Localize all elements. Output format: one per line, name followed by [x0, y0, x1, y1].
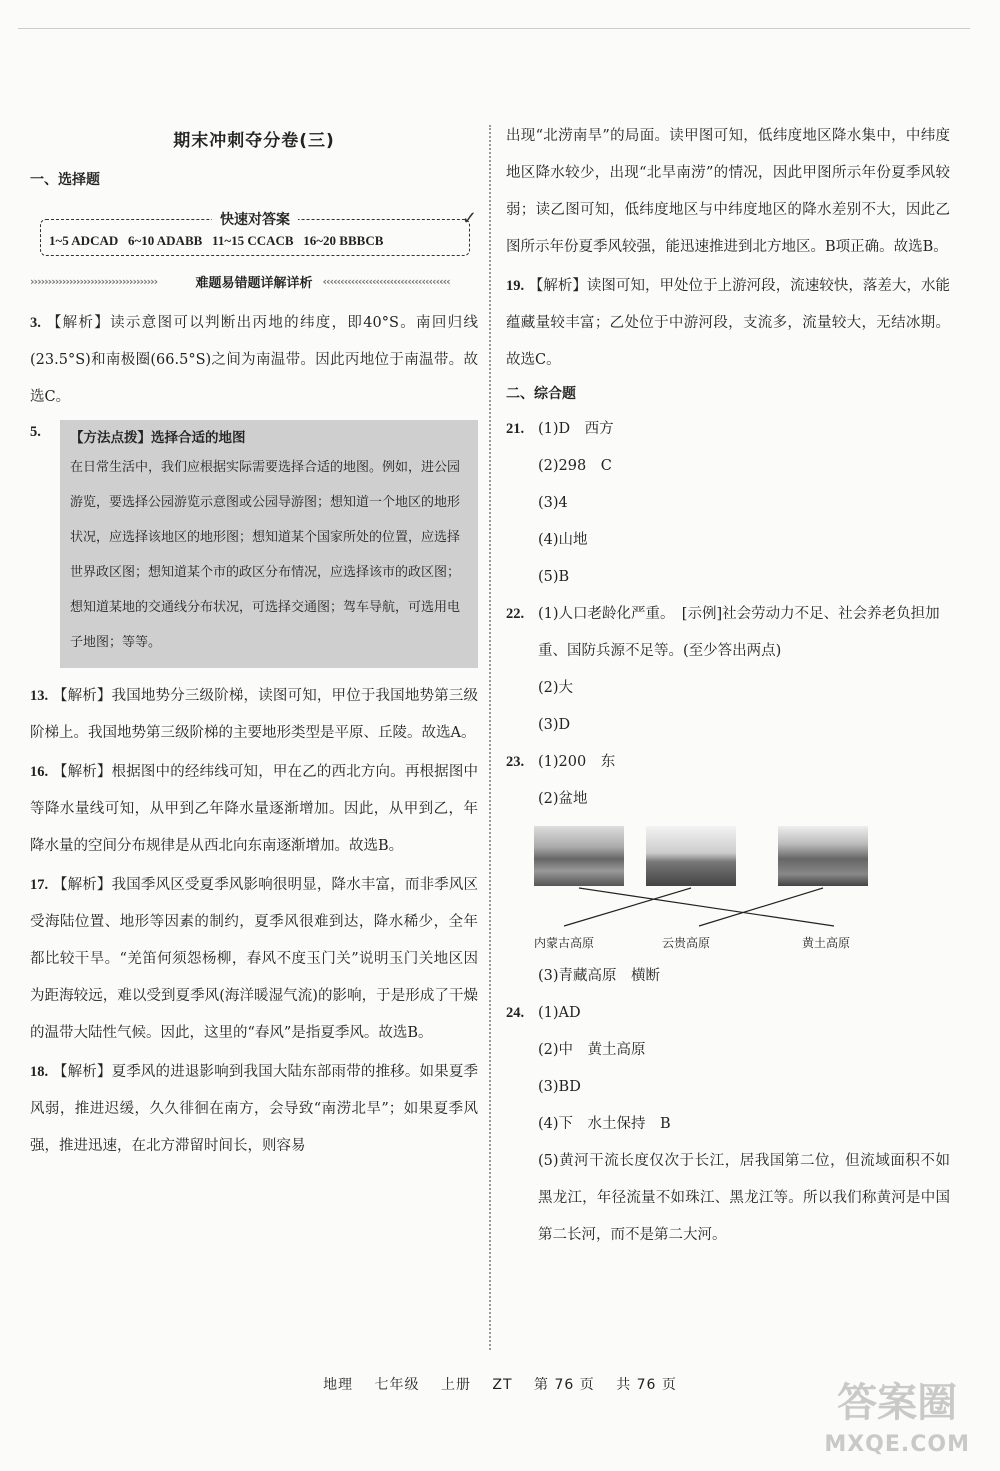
answer-line: (2)298 C — [538, 458, 612, 474]
analysis-continuation: 出现“北涝南旱”的局面。读甲图可知，低纬度地区降水集中，中纬度地区降水较少，出现“北旱南涝”的情况，因此甲图所示年份夏季风较弱；读乙图可知，低纬度地区与中纬度地区的降水差别不大，因此乙图所示年份夏季风较强，能迅速推进到北方地区。B项正确。故选B。 — [506, 128, 950, 255]
landscape-photo — [778, 826, 868, 886]
chevron-deco-left: ›››››››››››››››››››››››››››››››››››› — [30, 275, 158, 288]
item-number: 18. — [30, 1064, 49, 1080]
plateau-label: 内蒙古高原 — [534, 936, 595, 950]
answer-line: (4)山地 — [538, 532, 588, 548]
analysis-item — [30, 754, 478, 865]
question-number: 21. — [506, 421, 525, 437]
question-number: 23. — [506, 754, 525, 770]
analysis-item — [30, 678, 478, 752]
match-line — [699, 888, 823, 926]
banner-text: 难题易错题详解详析 — [195, 276, 313, 291]
watermark-url: MXQE.COM — [824, 1432, 970, 1457]
quick-answer-box — [40, 208, 477, 256]
answer-line: (5)B — [538, 569, 570, 585]
item-number: 16. — [30, 764, 49, 780]
top-rule — [18, 28, 970, 29]
watermark-text: 答案圈 — [837, 1380, 958, 1426]
match-line — [579, 888, 834, 926]
matching-lines — [534, 886, 894, 931]
method-tip-heading: 【方法点拨】选择合适的地图 — [70, 430, 246, 446]
column-divider — [489, 125, 491, 1350]
method-tip-body: 在日常生活中，我们应根据实际需要选择合适的地图。例如，进公园游览，要选择公园游览示意图或公园导游图；想知道一个地区的地形状况，应选择该地区的地形图；想知道某个国家所处的位置，应选择世界政区图；想知道某个市的政区分布情况，应选择该市的政区图；想知道某地的交通线分布状况，可选择交通图；驾车导航，可选用电子地图；等等。 — [70, 460, 461, 650]
answer-line: (3)BD — [538, 1079, 581, 1095]
item-text: 【解析】读图可知，甲处位于上游河段，流速较快，落差大，水能蕴藏量较丰富；乙处位于中游河段，支流多，流量较大，无结冰期。故选C。 — [506, 278, 951, 368]
landscape-photo — [534, 826, 624, 886]
item-text: 【解析】读示意图可以判断出丙地的纬度，即40°S。南回归线(23.5°S)和南极圈(66.5°S)之间为南温带。因此丙地位于南温带。故选C。 — [30, 315, 478, 405]
item-text: 【解析】根据图中的经纬线可知，甲在乙的西北方向。再根据图中等降水量线可知，从甲到乙年降水量逐渐增加。因此，从甲到乙，年降水量的空间分布规律是从西北向东南逐渐增加。故选B。 — [30, 764, 479, 854]
answer-24 — [506, 995, 950, 1254]
item-number: 13. — [30, 688, 49, 704]
answer-line: (2)大 — [538, 680, 574, 696]
analysis-item — [30, 1054, 478, 1165]
chevron-deco-right: ‹‹‹‹‹‹‹‹‹‹‹‹‹‹‹‹‹‹‹‹‹‹‹‹‹‹‹‹‹‹‹‹‹‹‹‹ — [322, 275, 450, 288]
answer-line: (1)D 西方 — [538, 421, 614, 437]
answer-22 — [506, 596, 950, 744]
plateau-label: 云贵高原 — [662, 936, 711, 950]
match-line — [564, 888, 691, 926]
footer-total-pages: 共 76 页 — [616, 1377, 677, 1393]
footer-volume: 上册 — [440, 1377, 471, 1393]
landscape-photo — [646, 826, 736, 886]
answer-line: (3)D — [538, 717, 571, 733]
plateau-matching-figure — [534, 826, 950, 956]
right-column — [506, 118, 950, 1254]
answer-line: (1)人口老龄化严重。 [示例]社会劳动力不足、社会养老负担加重、国防兵源不足等。(至少答出两点) — [538, 606, 940, 659]
footer-page-number: 第 76 页 — [534, 1377, 595, 1393]
page-title: 期末冲刺夺分卷(三) — [173, 131, 335, 151]
footer-code: ZT — [492, 1377, 513, 1393]
analysis-item — [30, 867, 478, 1052]
plateau-label: 黄土高原 — [802, 936, 851, 950]
question-number: 24. — [506, 1005, 525, 1021]
answer-line: (3)4 — [538, 495, 568, 511]
answer-line: (3)青藏高原 横断 — [538, 968, 661, 984]
section-comprehensive-heading: 二、综合题 — [506, 386, 576, 402]
answer-line: (1)AD — [538, 1005, 581, 1021]
item-number: 17. — [30, 877, 49, 893]
answer-line: (2)中 黄土高原 — [538, 1042, 646, 1058]
item-text: 【解析】夏季风的进退影响到我国大陆东部雨带的推移。如果夏季风弱，推进迟缓，久久徘徊在南方，会导致“南涝北旱”；如果夏季风强，推进迅速，在北方滞留时间长，则容易 — [30, 1064, 479, 1154]
item-number: 5. — [30, 424, 41, 440]
item-text: 【解析】我国季风区受夏季风影响很明显，降水丰富，而非季风区受海陆位置、地形等因素的制约，夏季风很难到达，降水稀少，全年都比较干旱。“羌笛何须怨杨柳，春风不度玉门关”说明玉门关地区因为距海较远，难以受到夏季风(海洋暖湿气流)的影响，于是形成了干燥的温带大陆性气候。因此，这里的“春风”是指夏季风。故选B。 — [30, 877, 479, 1041]
item-number: 19. — [506, 278, 525, 294]
quick-answers: 1~5 ADCAD 6~10 ADABB 11~15 CCACB 16~20 BBBCB — [49, 233, 384, 248]
checkmark-icon: ✓ — [461, 208, 477, 229]
detail-banner — [30, 272, 478, 291]
answer-23-part3 — [506, 958, 950, 995]
answer-23 — [506, 744, 950, 818]
method-tip-box — [30, 420, 478, 668]
item-number: 3. — [30, 315, 41, 331]
analysis-item — [30, 305, 478, 416]
section-choice-heading: 一、选择题 — [30, 172, 100, 188]
answer-line: (5)黄河干流长度仅次于长江，居我国第二位，但流域面积不如黑龙江，年径流量不如珠江、黑龙江等。所以我们称黄河是中国第二长河，而不是第二大河。 — [538, 1153, 950, 1243]
answer-line: (1)200 东 — [538, 754, 616, 770]
footer-grade: 七年级 — [374, 1377, 420, 1393]
answer-line: (2)盆地 — [538, 791, 588, 807]
analysis-item — [506, 268, 950, 379]
answer-line: (4)下 水土保持 B — [538, 1116, 671, 1132]
watermark-logo — [824, 1382, 970, 1466]
question-number: 22. — [506, 606, 525, 622]
footer-subject: 地理 — [323, 1377, 354, 1393]
quick-answer-title: 快速对答案 — [212, 209, 298, 229]
left-column — [30, 118, 478, 1167]
answer-21 — [506, 411, 950, 596]
item-text: 【解析】我国地势分三级阶梯，读图可知，甲位于我国地势第三级阶梯上。我国地势第三级阶梯的主要地形类型是平原、丘陵。故选A。 — [30, 688, 479, 741]
